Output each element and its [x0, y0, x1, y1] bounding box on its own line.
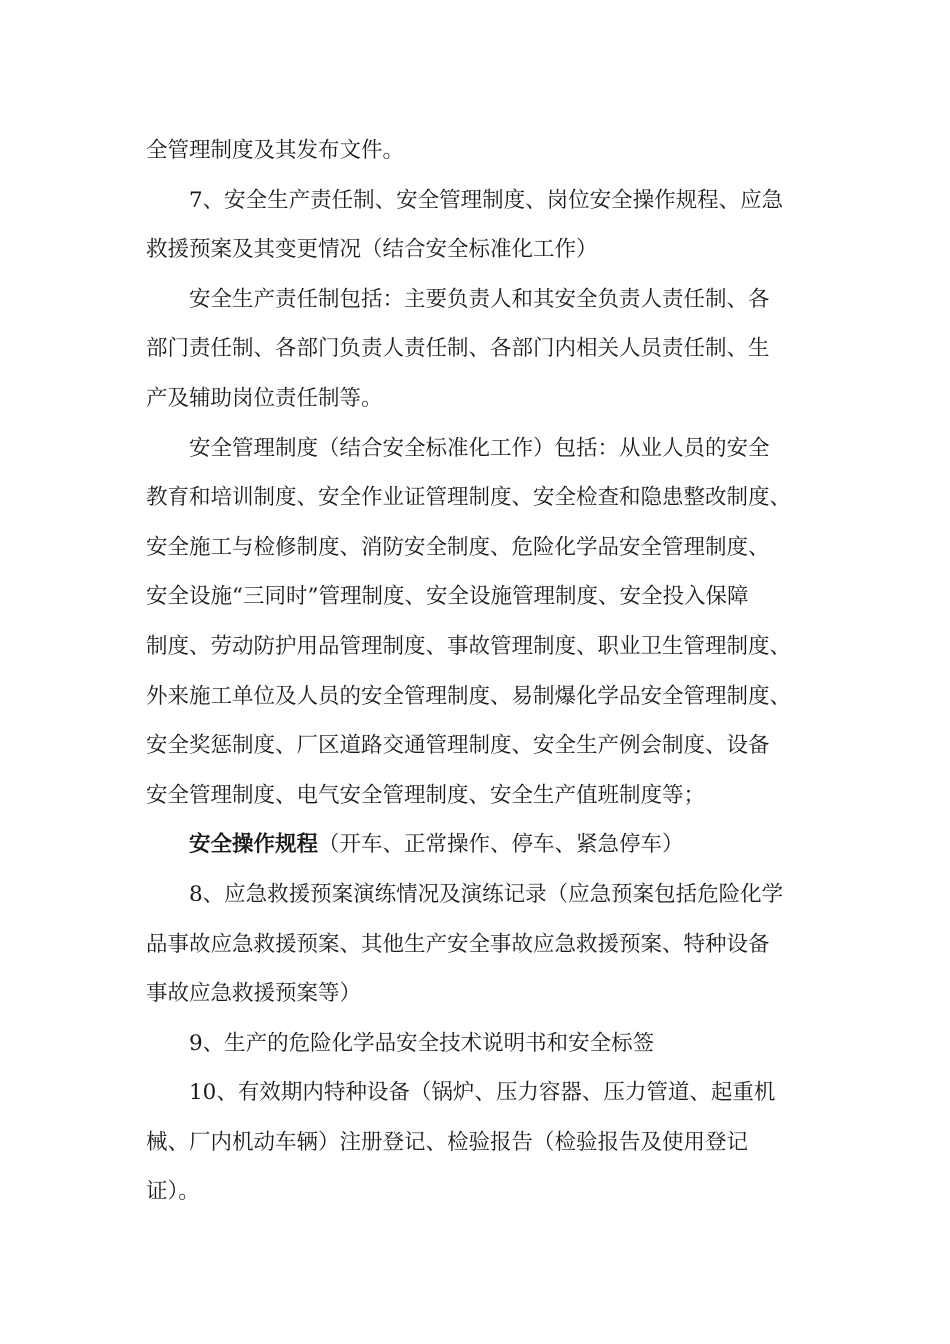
- text-line: 救援预案及其变更情况（结合安全标准化工作）: [146, 237, 598, 263]
- text-line: 教育和培训制度、安全作业证管理制度、安全检查和隐患整改制度、: [146, 485, 792, 511]
- text-line: 安全奖惩制度、厂区道路交通管理制度、安全生产例会制度、设备: [146, 733, 770, 759]
- document-body: [146, 126, 826, 1217]
- text-line: 产及辅助岗位责任制等。: [146, 385, 383, 411]
- bold-heading: 安全操作规程: [189, 832, 319, 858]
- text-span: （开车、正常操作、停车、紧急停车）: [318, 832, 684, 858]
- text-line: 制度、劳动防护用品管理制度、事故管理制度、职业卫生管理制度、: [146, 633, 792, 659]
- text-line: 械、厂内机动车辆）注册登记、检验报告（检验报告及使用登记: [146, 1129, 749, 1155]
- text-line-mixed: [146, 820, 826, 870]
- text-line: 安全设施“三同时”管理制度、安全设施管理制度、安全投入保障: [146, 584, 749, 610]
- text-line: 部门责任制、各部门负责人责任制、各部门内相关人员责任制、生: [146, 336, 770, 362]
- text-line: 证）。: [146, 1179, 200, 1205]
- text-line: 事故应急救援预案等）: [146, 981, 362, 1007]
- text-line: 10、有效期内特种设备（锅炉、压力容器、压力管道、起重机: [189, 1080, 776, 1106]
- text-line: 安全施工与检修制度、消防安全制度、危险化学品安全管理制度、: [146, 534, 770, 560]
- text-line: 安全管理制度（结合安全标准化工作）包括：从业人员的安全: [189, 435, 770, 461]
- text-line: 全管理制度及其发布文件。: [146, 138, 405, 163]
- text-line: 品事故应急救援预案、其他生产安全事故应急救援预案、特种设备: [146, 931, 770, 957]
- text-line: 安全管理制度、电气安全管理制度、安全生产值班制度等；: [146, 782, 706, 808]
- text-line: 7、安全生产责任制、安全管理制度、岗位安全操作规程、应急: [189, 187, 784, 213]
- text-line: 8、应急救援预案演练情况及演练记录（应急预案包括危险化学: [189, 881, 784, 907]
- text-line: 外来施工单位及人员的安全管理制度、易制爆化学品安全管理制度、: [146, 683, 792, 709]
- text-line: 安全生产责任制包括：主要负责人和其安全负责人责任制、各: [189, 286, 770, 312]
- text-line: 9、生产的危险化学品安全技术说明书和安全标签: [189, 1030, 655, 1056]
